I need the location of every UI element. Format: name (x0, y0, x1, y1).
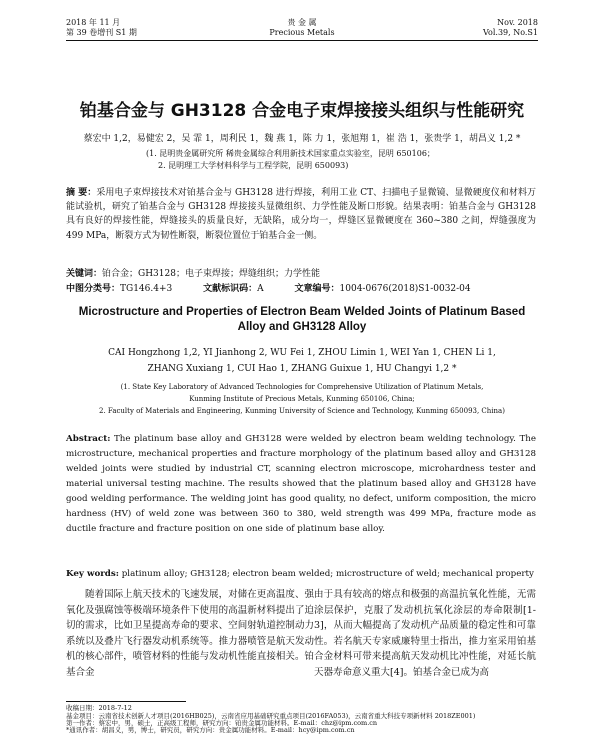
keywords-cn-label: 关键词： (66, 269, 103, 279)
abstract-en-label: Abstract: (66, 434, 111, 444)
abstract-cn-label: 摘 要： (66, 188, 97, 198)
footnote-rule (66, 701, 186, 702)
abstract-en (66, 432, 536, 537)
title-en: Microstructure and Properties of Electron Beam Welded Joints of Platinum Based Alloy and GH3128 Alloy (78, 306, 526, 333)
header-volume-en: Vol.39, No.S1 (482, 28, 538, 37)
keywords-en-text: platinum alloy; GH3128; electron beam welded; microstructure of weld; mechanical property (121, 569, 534, 579)
body-column-left: 随着国际上航天技术的飞速发展，对储在更高温度、强氧化及强腐蚀等极端环境条件下使用的高温新材料提出了迫切的需求，比如卫星提高寿命的要求、空间射轨道控制动力系统以及叠片飞行器发动机系统等。推力器喷管是航天发动机的核心部件，喷管材料的性能与发动机性能直接相关。铂基合金 (66, 589, 314, 678)
header-right (483, 18, 538, 38)
authors-en (66, 345, 538, 377)
affiliation-cn-1: (1. 昆明贵金属研究所 稀贵金属综合利用新技术国家重点实验室，昆明 650106； (146, 149, 435, 158)
authors-en-line-2: ZHANG Xuxiang 1, CUI Hao 1, ZHANG Guixue 1, HU Changyi 1,2 * (147, 364, 457, 374)
journal-name-en: Precious Metals (269, 28, 335, 37)
affiliation-cn-2: 2. 昆明理工大学材料科学与工程学院，昆明 650093) (158, 161, 349, 170)
header-volume-cn: 第 39 卷增刊 S1 期 (66, 28, 137, 37)
footnote-first-author: 第一作者：蔡宏中，男，硕士，正高级工程师，研究方向：铂贵金属功能材料。E-mail：chz@ipm.com.cn (66, 719, 378, 727)
keywords-cn-text: 铂合金；GH3128；电子束焊接；焊缝组织；力学性能 (102, 269, 320, 279)
authors-cn: 蔡宏中 1,2，易健宏 2，吴 霏 1，周利民 1，魏 燕 1，陈 力 1，张旭翔 1，崔 浩 1，张贵学 1，胡昌义 1,2 * (83, 134, 521, 144)
keywords-en-label: Key words: (66, 569, 119, 579)
header-center (66, 18, 538, 38)
affiliation-en-2: Kunming Institute of Precious Metals, Kunming 650106, China; (189, 395, 415, 403)
doc-code-label: 文献标识码： (203, 284, 258, 294)
affiliation-en-1: (1. State Key Laboratory of Advanced Technologies for Comprehensive Utilization of Platinum Metals, (120, 383, 484, 391)
authors-en-line-1: CAI Hongzhong 1,2, YI Jianhong 2, WU Fei 1, ZHOU Limin 1, WEI Yan 1, CHEN Li 1, (108, 348, 496, 358)
keywords-cn (66, 266, 536, 279)
footnote-corresponding-author: *通讯作者：胡昌义，男，博士，研究员，研究方向：贵金属功能材料。E-mail：hcy@ipm.com.cn (66, 726, 355, 734)
journal-name-cn: 贵 金 属 (287, 18, 317, 27)
article-number-value: 1004-0676(2018)S1-0032-04 (339, 284, 471, 294)
footnote-received: 收稿日期：2018-7-12 (66, 704, 132, 712)
clc-value: TG146.4+3 (120, 284, 173, 294)
article-number-label: 文章编号： (294, 284, 340, 294)
abstract-cn-text: 采用电子束焊接技术对铂基合金与 GH3128 进行焊接，利用工业 CT、扫描电子显微镜、显微硬度仪和材料万能试验机，研究了铂基合金与 GH3128 焊接接头显微组织、力学性能及断口形貌。结果表明：铂基合金与 GH3128 具有良好的焊接性能，焊缝接头的质量良好，无缺陷，成分均一，焊缝区显微硬度在 360~380 之间，焊缝强度为 499 MPa，断裂方式为韧性断裂，断裂位置位于铂基合金一侧。 (66, 188, 536, 241)
header-rule (66, 40, 538, 41)
abstract-cn (66, 186, 536, 243)
classification-line (66, 281, 536, 294)
clc-label: 中图分类号： (66, 284, 121, 294)
doc-code-value: A (257, 284, 264, 294)
abstract-en-text: The platinum base alloy and GH3128 were welded by electron beam welding technology. The microstructure, mechanical properties and fracture morphology of the platinum based alloy and GH3128 welded joints were studied by industrial CT, scanning electron microscope, microhardness tester and material universal testing machine. The results showed that the platinum based alloy and GH3128 have good welding performance. The welding joint has good quality, no defect, uniform composition, the micro hardness (HV) of weld zone was between 360 to 380, weld strength was 499 MPa, fracture mode as ductile fracture and fracture position on one side of platinum base alloy. (66, 434, 536, 534)
keywords-en (66, 569, 536, 579)
footnote-funding: 基金项目：云南省技术创新人才项目(2016HB025)，云南省应用基础研究重点项目(2016FA053)，云南省重大科技专项新材料 2018ZE001) (66, 712, 476, 720)
body-column-right: 由于具有较高的熔点和极强的高温抗氧化性能，无需涂层保护，克服了发动机抗氧化涂层的寿命限制[1-3]，从而大幅提高了发动机产品质量的稳定性和可靠性。若名航天专家威廉特里士指出，推力室采用铂基合金材料可带来提高航天发动机比冲性能，对延长航天器寿命意义重大[4]。铂基合金已成为高 (314, 589, 536, 678)
header-date-en: Nov. 2018 (497, 18, 538, 27)
affiliation-en-3: 2. Faculty of Materials and Engineering, Kunming University of Science and Technology, Kunming 650093, China) (99, 407, 505, 415)
header-date-cn: 2018 年 11 月 (66, 18, 121, 27)
title-cn: 铂基合金与 GH3128 合金电子束焊接接头组织与性能研究 (79, 101, 525, 121)
